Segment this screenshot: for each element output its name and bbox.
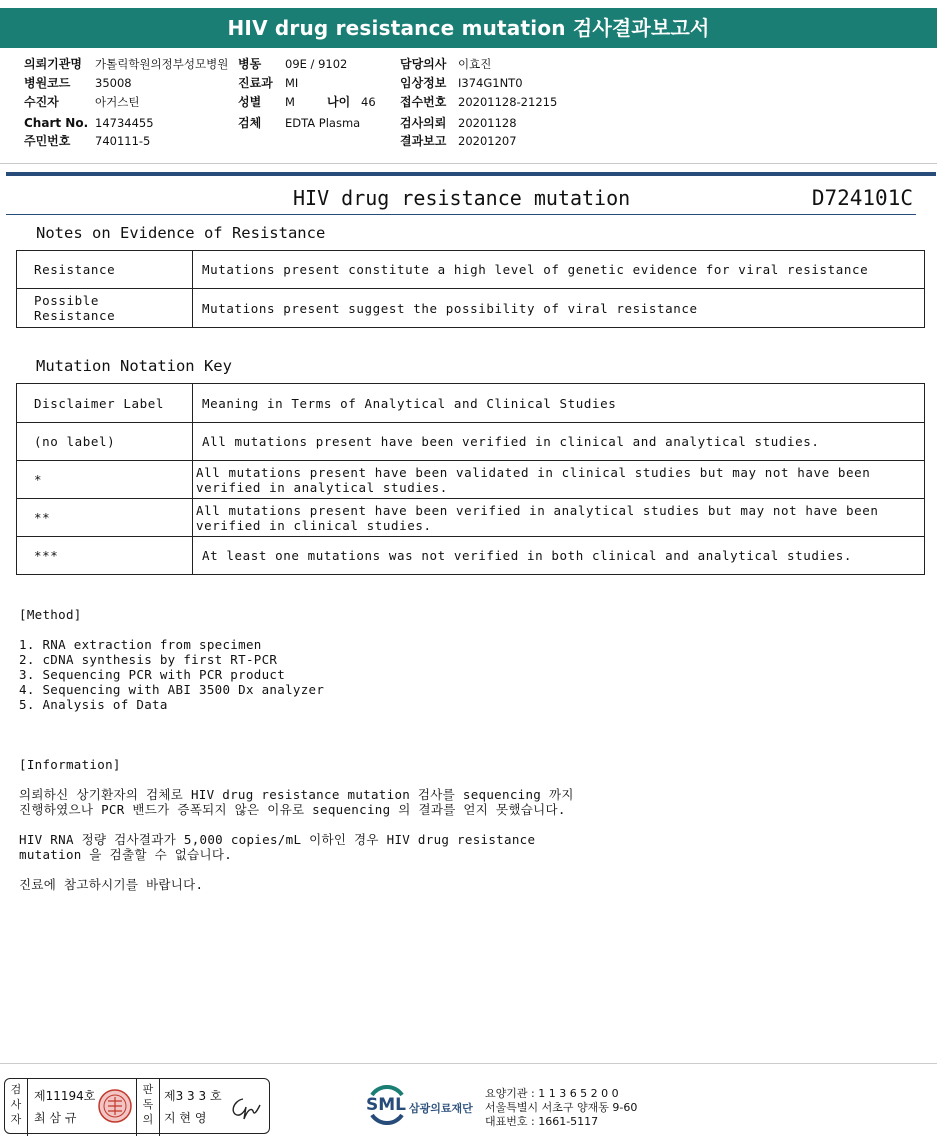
patient-info-block xyxy=(24,55,924,155)
divider xyxy=(0,163,937,164)
tester-label: 검사자 xyxy=(5,1079,28,1136)
evidence-desc: Mutations present constitute a high level of genetic evidence for viral resistance xyxy=(193,251,925,289)
request-value: 20201128 xyxy=(458,116,517,130)
evidence-heading: Notes on Evidence of Resistance xyxy=(36,224,326,242)
agency-number: 요양기관 : 1 1 3 6 5 2 0 0 xyxy=(485,1087,619,1100)
sex-label: 성별 xyxy=(238,95,262,109)
table-row xyxy=(17,423,925,461)
resident-value: 740111-5 xyxy=(95,134,151,148)
information-line: 진료에 참고하시기를 바랍니다. xyxy=(19,877,204,892)
reviewer-number: 제3 3 3 호 xyxy=(164,1089,222,1103)
notation-desc: All mutations present have been verified in analytical studies but may not have been verified in clinical studies. xyxy=(193,499,925,537)
institution-label: 의뢰기관명 xyxy=(24,57,82,71)
sex-value: M xyxy=(285,95,295,109)
report-title: HIV drug resistance mutation xyxy=(293,186,631,210)
report-date-label: 결과보고 xyxy=(400,134,447,148)
signature-icon xyxy=(227,1093,263,1121)
table-row xyxy=(17,499,925,537)
table-row xyxy=(17,537,925,575)
accession-label: 접수번호 xyxy=(400,95,447,109)
hospital-code-value: 35008 xyxy=(95,76,132,90)
org-address-block xyxy=(485,1087,637,1129)
method-step: 1. RNA extraction from specimen xyxy=(19,637,262,652)
resident-label: 주민번호 xyxy=(24,134,71,148)
report-banner: HIV drug resistance mutation 검사결과보고서 xyxy=(0,8,937,48)
request-label: 검사의뢰 xyxy=(400,116,447,130)
notation-table xyxy=(16,383,925,575)
specimen-label: 검체 xyxy=(238,116,262,130)
evidence-table xyxy=(16,250,925,328)
notation-heading: Mutation Notation Key xyxy=(36,357,232,375)
notation-label: ** xyxy=(17,499,193,537)
tester-seal-icon xyxy=(96,1087,134,1125)
dept-value: MI xyxy=(285,76,299,90)
ward-label: 병동 xyxy=(238,57,262,71)
information-heading: [Information] xyxy=(19,757,121,772)
method-step: 2. cDNA synthesis by first RT-PCR xyxy=(19,652,278,667)
notation-desc: At least one mutations was not verified in both clinical and analytical studies. xyxy=(193,537,925,575)
sml-logo-text: SML xyxy=(366,1095,406,1115)
method-step: 3. Sequencing PCR with PCR product xyxy=(19,667,286,682)
chart-label: Chart No. xyxy=(24,116,89,130)
evidence-desc: Mutations present suggest the possibility of viral resistance xyxy=(193,289,925,328)
sml-logo xyxy=(366,1085,486,1125)
org-name: 삼광의료재단 xyxy=(409,1102,473,1115)
information-line: 진행하였으나 PCR 밴드가 증폭되지 않은 이유로 sequencing 의 결과를 얻지 못했습니다. xyxy=(19,802,566,817)
age-label: 나이 xyxy=(327,95,351,109)
divider-blue xyxy=(6,172,936,176)
chart-value: 14734455 xyxy=(95,116,154,130)
notation-header-label: Disclaimer Label xyxy=(17,384,193,423)
method-heading: [Method] xyxy=(19,607,82,622)
footer-divider xyxy=(0,1063,937,1064)
signature-box xyxy=(4,1078,270,1134)
age-value: 46 xyxy=(361,95,376,109)
dept-label: 진료과 xyxy=(238,76,273,90)
recipient-label: 수진자 xyxy=(24,95,59,109)
method-step: 4. Sequencing with ABI 3500 Dx analyzer xyxy=(19,682,325,697)
tester-number: 제11194호 xyxy=(34,1089,96,1103)
notation-desc: All mutations present have been verified in clinical and analytical studies. xyxy=(193,423,925,461)
information-line: 의뢰하신 상기환자의 검체로 HIV drug resistance mutation 검사를 sequencing 까지 xyxy=(19,787,574,802)
divider-navy xyxy=(6,214,916,215)
physician-label: 담당의사 xyxy=(400,57,447,71)
method-step: 5. Analysis of Data xyxy=(19,697,168,712)
tester-name: 최 삼 규 xyxy=(34,1111,77,1125)
report-date-value: 20201207 xyxy=(458,134,517,148)
evidence-label: Possible Resistance xyxy=(17,289,193,328)
recipient-value: 아거스틴 xyxy=(95,95,140,109)
notation-label: * xyxy=(17,461,193,499)
accession-value: 20201128-21215 xyxy=(458,95,558,109)
institution-value: 가톨릭학원의정부성모병원 xyxy=(95,57,229,71)
table-row xyxy=(17,289,925,328)
clinical-label: 임상정보 xyxy=(400,76,447,90)
org-address: 서울특별시 서초구 양재동 9-60 xyxy=(485,1101,638,1114)
table-header-row xyxy=(17,384,925,423)
notation-header-desc: Meaning in Terms of Analytical and Clinical Studies xyxy=(193,384,925,423)
reviewer-name: 지 현 영 xyxy=(164,1111,207,1125)
hospital-code-label: 병원코드 xyxy=(24,76,71,90)
evidence-label: Resistance xyxy=(17,251,193,289)
org-phone: 대표번호 : 1661-5117 xyxy=(485,1115,599,1128)
notation-desc: All mutations present have been validated in clinical studies but may not have been verified in analytical studies. xyxy=(193,461,925,499)
information-line: mutation 을 검출할 수 없습니다. xyxy=(19,847,233,862)
table-row xyxy=(17,461,925,499)
physician-value: 이효진 xyxy=(458,57,492,71)
clinical-value: I374G1NT0 xyxy=(458,76,523,90)
reviewer-label: 판독의 xyxy=(136,1079,160,1136)
ward-value: 09E / 9102 xyxy=(285,57,348,71)
table-row xyxy=(17,251,925,289)
notation-label: (no label) xyxy=(17,423,193,461)
information-line: HIV RNA 정량 검사결과가 5,000 copies/mL 이하인 경우 HIV drug resistance xyxy=(19,832,536,847)
specimen-value: EDTA Plasma xyxy=(285,116,361,130)
notation-label: *** xyxy=(17,537,193,575)
report-code: D724101C xyxy=(811,186,913,210)
